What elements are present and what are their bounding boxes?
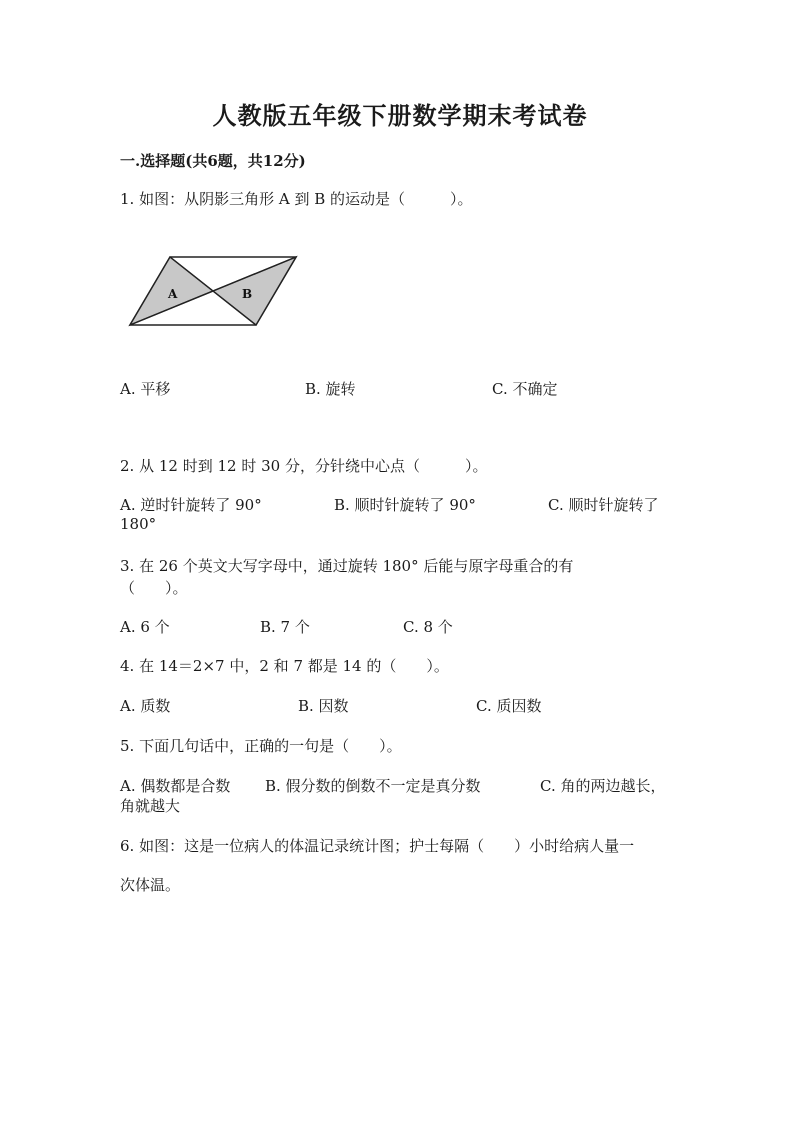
q5-option-c-continued: 角就越大 [120, 797, 181, 815]
q2-option-b: B. 顺时针旋转了 90° [334, 496, 476, 514]
question-2-text: 2. 从 12 时到 12 时 30 分，分针绕中心点（ ）。 [120, 457, 488, 475]
q3-option-a: A. 6 个 [120, 618, 170, 636]
q3-option-b: B. 7 个 [260, 618, 310, 636]
q2-option-a: A. 逆时针旋转了 90° [120, 496, 262, 514]
question-6-text-continued: 次体温。 [120, 876, 181, 894]
page-title: 人教版五年级下册数学期末考试卷 [212, 101, 588, 130]
question-3-text: 3. 在 26 个英文大写字母中，通过旋转 180° 后能与原字母重合的有 [120, 557, 574, 575]
question-6-text: 6. 如图：这是一位病人的体温记录统计图；护士每隔（ ）小时给病人量一 [120, 837, 635, 855]
q2-option-c-continued: 180° [120, 515, 157, 533]
q1-option-c: C. 不确定 [492, 380, 558, 398]
question-3-text-continued: （ ）。 [120, 579, 188, 597]
q4-option-b: B. 因数 [298, 697, 349, 715]
question-1-text: 1. 如图：从阴影三角形 A 到 B 的运动是（ ）。 [120, 190, 473, 208]
section-heading: 一.选择题(共6题，共12分) [120, 152, 306, 170]
q5-option-b: B. 假分数的倒数不一定是真分数 [265, 777, 481, 795]
q4-option-a: A. 质数 [120, 697, 171, 715]
q5-option-a: A. 偶数都是合数 [120, 777, 231, 795]
q3-option-c: C. 8 个 [403, 618, 453, 636]
q4-option-c: C. 质因数 [476, 697, 542, 715]
q2-option-c: C. 顺时针旋转了 [548, 496, 659, 514]
q1-option-a: A. 平移 [120, 380, 171, 398]
label-b: B [242, 287, 253, 301]
question-5-text: 5. 下面几句话中，正确的一句是（ ）。 [120, 737, 402, 755]
parallelogram-figure [126, 252, 301, 330]
q1-option-b: B. 旋转 [305, 380, 356, 398]
label-a: A [168, 287, 178, 301]
q5-option-c: C. 角的两边越长， [540, 777, 666, 795]
question-4-text: 4. 在 14＝2×7 中，2 和 7 都是 14 的（ ）。 [120, 657, 449, 675]
